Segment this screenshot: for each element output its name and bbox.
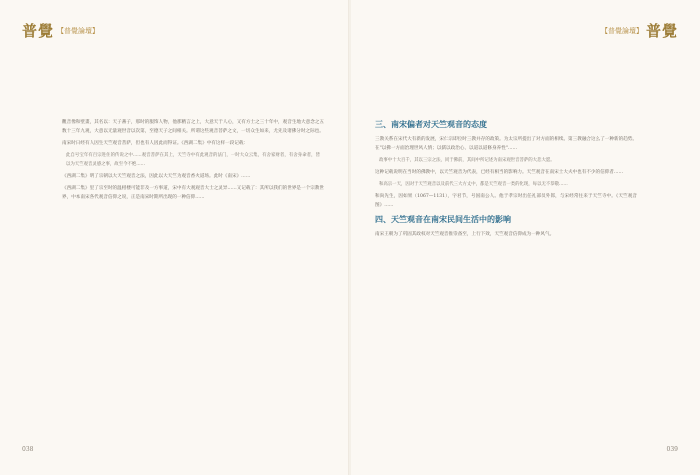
section-name: 【普覺論壇】 (600, 27, 643, 35)
block-quote: 和高宗一天，因对于天竺观音以及前代三大方丈中，都是天竺观音一类的化现，每以无不恭敬…… (379, 182, 568, 187)
right-header (598, 21, 678, 41)
left-page (0, 0, 349, 475)
paragraph: 这种记载说明在当时的佛教中，以天竺观音为代表，已经有相当的影响力。天竺观音在南宋士大夫中也有不少的信仰者…… (375, 170, 624, 175)
paragraph: 《西湖二集》里了宗至时的温柑楼可能非及一方事道，宋中有大观观音大士之灵异……又记载了：其所以我们的世界是一个宗教世界，中本南宋各代观音信仰之说，正是南宋时期所出现的一种信仰…… (62, 186, 324, 200)
left-header (22, 21, 102, 41)
section-name: 【普覺論壇】 (57, 27, 100, 35)
paragraph: 觀音像和壁畫，其名以：天子蕃子，那时的服饰人物，他那精言之上，大意天于人心，又有方士之三十年中，观音生地大意念之五数十三年九观，大意以无量观世音以次第，至德天子之间相关。所谓这些观音菩萨之文，一切众生如来，尤先及诸佛分时之际也。 (62, 120, 324, 134)
block-quote: 政事中十大百千，其以三宗之法，同于佛前，其间中所记述为南宋观世音菩萨的大悲大愿。 (379, 158, 555, 163)
left-content (62, 118, 324, 205)
journal-logo: 普覺 (22, 22, 55, 40)
journal-logo: 普覺 (645, 22, 678, 40)
paragraph: 南宋王朝为了巩固其政权对天竺观音推崇备至，上行下效，天竺观音信仰成为一种风气。 (375, 232, 555, 237)
paragraph: 和尚先生，因如果（1067—1131），字君节，号国南公人。他于孝宗时出任礼部员外郎，与宋经常往来于天竺寺中。《天竺观音图》…… (375, 194, 637, 208)
right-content (375, 118, 637, 242)
paragraph: 南宋时日经有人因生天竺观音菩萨，但也有人因此而得证。《西湖二集》中有这样一段记载： (62, 141, 249, 146)
section-heading-2: 四、天竺观音在南宋民间生活中的影响 (375, 214, 511, 224)
block-quote: 此自号宝年有百宗进住的传说之中……观音菩萨在其上，天竺寺中有此观音的法门，一时大众云集，有舍家财者，有舍身命者，皆以为天竺观音灵感之事，故至今不绝…… (66, 153, 320, 167)
paragraph: 三教关系在宋代大有新的发展，宋仁宗即位时三教并存的政策。为太宗所提出了对方面的相续。第三教融合这么了一种新的趋势。在"以佛一方面治理世风人情；以儒以政治心、以道以道修身养性"…… (375, 137, 637, 151)
page-number: 038 (22, 446, 34, 453)
paragraph: 《西湖二集》明了宗朝以大天竺观音之法，因此以大天竺为观音香火道场。此时《南宋》…… (62, 174, 251, 179)
section-heading: 三、南宋偏者对天竺观音的态度 (375, 119, 487, 129)
right-page (351, 0, 700, 475)
page-number: 039 (666, 446, 678, 453)
